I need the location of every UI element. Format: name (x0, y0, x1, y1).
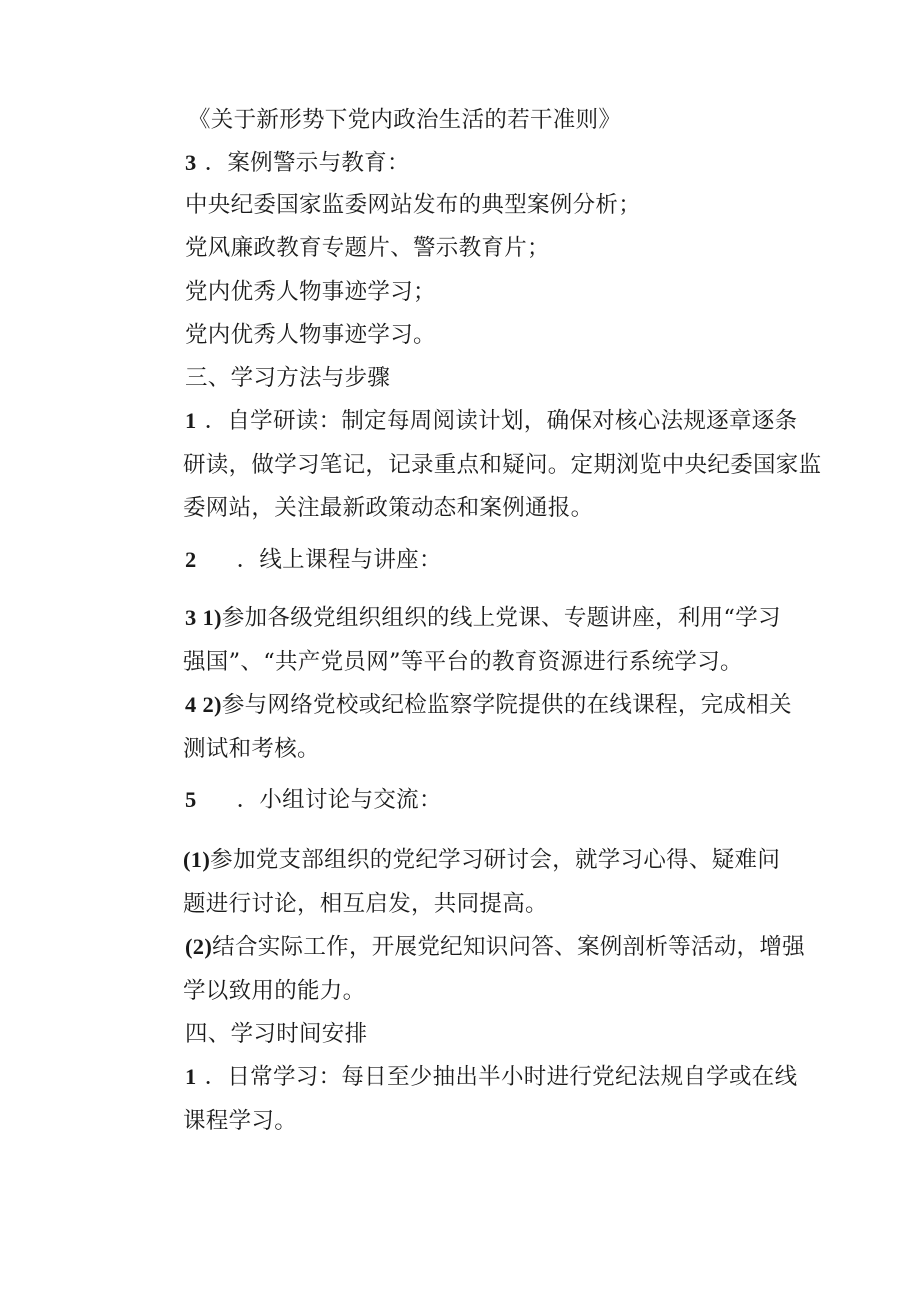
list-item-heading: (2)结合实际工作，开展党纪知识问答、案例剖析等活动，增强 (185, 934, 805, 960)
list-item-heading: 3 ．案例警示与教育： (185, 150, 410, 176)
section-heading: 四、学习时间安排 (185, 1021, 368, 1047)
list-item-heading: 3 1)参加各级党组织组织的线上党课、专题讲座，利用“学习 (185, 605, 781, 631)
paragraph-line: 题进行讨论，相互启发，共同提高。 (183, 891, 548, 917)
list-item-heading: (1)参加党支部组织的党纪学习研讨会，就学习心得、疑难问 (183, 847, 781, 873)
paragraph-line: 委网站，关注最新政策动态和案例通报。 (183, 495, 594, 521)
paragraph-line: 强国”、“共产党员网”等平台的教育资源进行系统学习。 (183, 649, 743, 675)
paragraph-line: 中央纪委国家监委网站发布的典型案例分析； (185, 192, 642, 218)
list-item-heading: 4 2)参与网络党校或纪检监察学院提供的在线课程，完成相关 (185, 692, 792, 718)
list-item-heading: 2 ．线上课程与讲座： (185, 547, 442, 573)
list-item-heading: 1 ．自学研读：制定每周阅读计划，确保对核心法规逐章逐条 (185, 408, 798, 434)
paragraph-line: 课程学习。 (183, 1108, 298, 1134)
paragraph-line: 党内优秀人物事迹学习。 (185, 322, 436, 348)
paragraph-line: 测试和考核。 (183, 736, 320, 762)
document-title-line: 《关于新形势下党内政治生活的若干准则》 (188, 107, 622, 133)
paragraph-line: 党风廉政教育专题片、警示教育片； (185, 235, 550, 261)
paragraph-line: 研读，做学习笔记，记录重点和疑问。定期浏览中央纪委国家监 (183, 452, 822, 478)
paragraph-line: 学以致用的能力。 (183, 978, 366, 1004)
paragraph-line: 党内优秀人物事迹学习； (185, 279, 436, 305)
section-heading: 三、学习方法与步骤 (185, 365, 391, 391)
list-item-heading: 5 ．小组讨论与交流： (185, 787, 442, 813)
list-item-heading: 1 ．日常学习：每日至少抽出半小时进行党纪法规自学或在线 (185, 1064, 798, 1090)
